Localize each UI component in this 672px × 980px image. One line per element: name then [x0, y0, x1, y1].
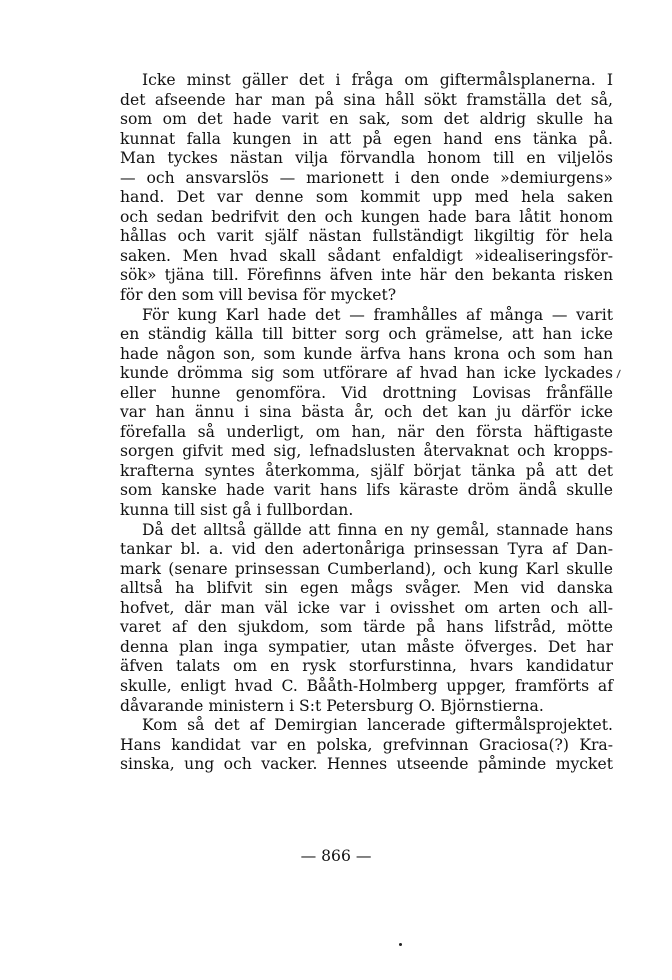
text-line: hade någon son, som kunde ärfva hans krona och som han	[120, 344, 613, 363]
text-line: Hans kandidat var en polska, grefvinnan Graciosa(?) Kra-	[120, 735, 613, 754]
text-line: tankar bl. a. vid den adertonåriga prinsessan Tyra af Dan-	[120, 540, 613, 559]
text-line: mark (senare prinsessan Cumberland), och kung Karl skulle	[120, 559, 613, 578]
text-line: sök» tjäna till. Förefinns äfven inte här den bekanta risken	[120, 266, 613, 285]
text-line: det afseende har man på sina håll sökt framställa det så,	[120, 90, 613, 109]
text-line: — och ansvarslös — marionett i den onde »demiurgens»	[120, 168, 613, 187]
text-line: sorgen gifvit med sig, lefnadslusten återvaknat och kropps-	[120, 442, 613, 461]
text-line: alltså ha blifvit sin egen mågs svåger. Men vid danska	[120, 579, 613, 598]
body-text	[120, 71, 613, 775]
text-line: hållas och varit själf nästan fullständigt likgiltig för hela	[120, 227, 613, 246]
text-line: denna plan inga sympatier, utan måste öfverges. Det har	[120, 637, 613, 656]
text-line: och sedan bedrifvit den och kungen hade bara låtit honom	[120, 207, 613, 226]
text-line: hofvet, där man väl icke var i ovisshet om arten och all-	[120, 598, 613, 617]
text-line: var han ännu i sina bästa år, och det kan ju därför icke	[120, 403, 613, 422]
text-line: som kanske hade varit hans lifs käraste dröm ändå skulle	[120, 481, 613, 500]
text-line: Man tyckes nästan vilja förvandla honom till en viljelös	[120, 149, 613, 168]
text-line: för den som vill bevisa för mycket?	[120, 286, 397, 305]
text-line: en ständig källa till bitter sorg och grämelse, att han icke	[120, 325, 613, 344]
text-line: Icke minst gäller det i fråga om giftermålsplanerna. I	[142, 71, 613, 89]
text-line: Då det alltså gällde att finna en ny gemål, stannade hans	[142, 520, 613, 539]
page-number: — 866 —	[300, 847, 372, 865]
text-line: som om det hade varit en sak, som det aldrig skulle ha	[120, 110, 613, 129]
text-line: kunna till sist gå i fullbordan.	[120, 501, 354, 520]
text-line: kunnat falla kungen in att på egen hand ens tänka på.	[120, 129, 613, 148]
text-line: äfven talats om en rysk storfurstinna, hvars kandidatur	[120, 657, 613, 676]
text-line: krafterna syntes återkomma, själf börjat tänka på att det	[120, 461, 613, 480]
text-line: För kung Karl hade det — framhålles af många — varit	[142, 305, 613, 324]
text-line: Kom så det af Demirgian lancerade giftermålsprojektet.	[142, 716, 613, 735]
text-line: dåvarande ministern i S:t Petersburg O. Björnstierna.	[120, 696, 544, 715]
text-line: förefalla så underligt, om han, när den första häftigaste	[120, 422, 613, 441]
text-line: sinska, ung och vacker. Hennes utseende påminde mycket	[120, 755, 613, 774]
text-line: varet af den sjukdom, som tärde på hans lifstråd, mötte	[120, 618, 613, 637]
text-line: saken. Men hvad skall sådant enfaldigt »idealiseringsför-	[120, 246, 613, 265]
text-line: kunde drömma sig som utförare af hvad han icke lyckades	[120, 364, 613, 383]
text-line: eller hunne genomföra. Vid drottning Lovisas frånfälle	[120, 383, 613, 402]
text-line: hand. Det var denne som kommit upp med hela saken	[120, 188, 613, 207]
margin-mark	[616, 370, 623, 380]
ink-speck	[399, 943, 402, 946]
text-line: skulle, enligt hvad C. Bååth-Holmberg uppger, framförts af	[120, 676, 613, 695]
